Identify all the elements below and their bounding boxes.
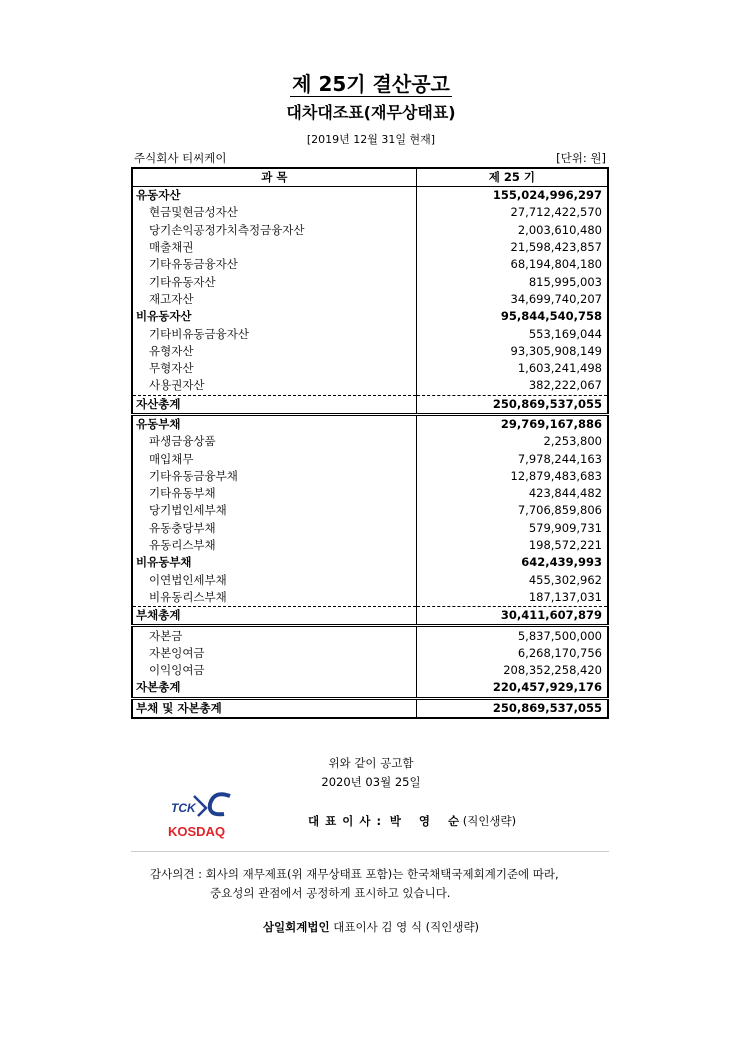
table-row: 사용권자산 382,222,067 xyxy=(132,377,608,395)
date-note: [2019년 12월 31일 현재] xyxy=(306,133,436,146)
table-row: 현금및현금성자산 27,712,422,570 xyxy=(132,204,608,221)
grand-total-row: 부채 및 자본총계 250,869,537,055 xyxy=(132,698,608,718)
table-row: 비유동부채 642,439,993 xyxy=(132,554,608,571)
page-title: 제 25기 결산공고 xyxy=(292,72,450,96)
balance-sheet-table xyxy=(131,167,609,719)
table-row: 재고자산 34,699,740,207 xyxy=(132,291,608,308)
table-row: 유동충당부채 579,909,731 xyxy=(132,520,608,537)
total-row: 부채총계 30,411,607,879 xyxy=(132,607,608,626)
table-row: 유동부채 29,769,167,886 xyxy=(132,414,608,433)
table-row: 기타유동금융부채 12,879,483,683 xyxy=(132,468,608,485)
table-row: 유동자산 155,024,996,297 xyxy=(132,187,608,205)
svg-text:TCK: TCK xyxy=(171,801,196,815)
ceo-name: 박 영 순 xyxy=(389,814,460,828)
table-row: 자본금 5,837,500,000 xyxy=(132,626,608,645)
table-row: 매입채무 7,978,244,163 xyxy=(132,450,608,467)
table-row: 기타유동자산 815,995,003 xyxy=(132,273,608,290)
table-row: 유동리스부채 198,572,221 xyxy=(132,537,608,554)
company-logo xyxy=(168,786,238,842)
closing-date: 2020년 03월 25일 xyxy=(321,775,421,789)
col-header-period: 제 25 기 xyxy=(416,168,608,187)
col-header-account: 과 목 xyxy=(132,168,416,187)
total-row: 자본총계 220,457,929,176 xyxy=(132,679,608,698)
table-row: 자본잉여금 6,268,170,756 xyxy=(132,645,608,662)
audit-opinion-line1: 감사의견 : 회사의 재무제표(위 재무상태표 포함)는 한국채택국제회계기준에 따라, xyxy=(150,867,559,881)
table-row: 당기법인세부채 7,706,859,806 xyxy=(132,502,608,519)
table-row: 이연법인세부채 455,302,962 xyxy=(132,572,608,589)
tck-kosdaq-logo-icon xyxy=(168,786,238,842)
table-row: 기타비유동금융자산 553,169,044 xyxy=(132,325,608,342)
total-row: 자산총계 250,869,537,055 xyxy=(132,395,608,414)
table-row: 기타유동부채 423,844,482 xyxy=(132,485,608,502)
closing-statement: 위와 같이 공고함 xyxy=(328,756,414,770)
audit-firm-name: 삼일회계법인 xyxy=(262,920,330,934)
table-row: 당기손익공정가치측정금융자산 2,003,610,480 xyxy=(132,222,608,239)
table-row: 비유동리스부채 187,137,031 xyxy=(132,589,608,607)
table-row: 비유동자산 95,844,540,758 xyxy=(132,308,608,325)
company-name: 주식회사 티씨케이 xyxy=(134,151,227,165)
ceo-seal-note: (직인생략) xyxy=(462,814,517,828)
table-row: 이익잉여금 208,352,258,420 xyxy=(132,662,608,679)
table-row: 유형자산 93,305,908,149 xyxy=(132,343,608,360)
ceo-signature-line xyxy=(308,813,516,829)
divider xyxy=(131,851,609,852)
table-row: 무형자산 1,603,241,498 xyxy=(132,360,608,377)
table-row: 기타유동금융자산 68,194,804,180 xyxy=(132,256,608,273)
table-header-row xyxy=(132,168,608,187)
table-row: 매출채권 21,598,423,857 xyxy=(132,239,608,256)
auditor-signature xyxy=(0,919,742,935)
audit-opinion-line2: 중요성의 관점에서 공정하게 표시하고 있습니다. xyxy=(210,886,451,900)
svg-text:KOSDAQ: KOSDAQ xyxy=(168,824,226,839)
ceo-label: 대 표 이 사 : xyxy=(308,814,383,828)
table-row: 파생금융상품 2,253,800 xyxy=(132,433,608,450)
page-subtitle: 대차대조표(재무상태표) xyxy=(286,103,456,122)
audit-firm-rep: 대표이사 김 영 식 (직인생략) xyxy=(333,920,480,934)
unit-note: [단위: 원] xyxy=(556,151,606,165)
